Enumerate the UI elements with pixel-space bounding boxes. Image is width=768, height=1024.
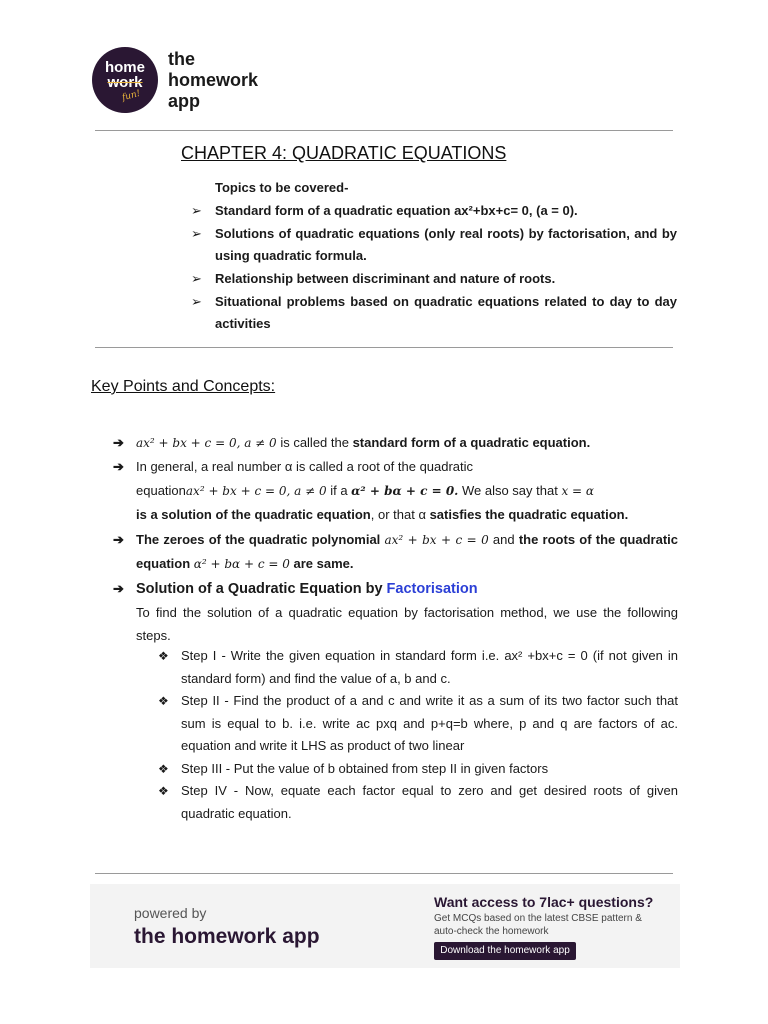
brand-line-3: app <box>168 91 201 111</box>
footer-app-name: the homework app <box>134 925 320 948</box>
arrow-bullet-icon: ➢ <box>191 271 202 286</box>
factorisation-link[interactable]: Factorisation <box>386 581 478 597</box>
arrow-bullet-icon: ➢ <box>191 203 202 218</box>
list-item: ❖ Step I - Write the given equation in standard form i.e. ax² +bx+c = 0 (if not given in standard form) and find the value of a, b and c. <box>158 645 678 690</box>
logo-line-1: home <box>104 59 145 76</box>
logo-line-3: fun! <box>121 88 142 104</box>
divider-middle <box>95 347 673 348</box>
key-point-3: ➔ The zeroes of the quadratic polynomial ax² + bx + c = 0 and the roots of the quadratic equation α² + bα + c = 0 are same. <box>113 528 678 576</box>
list-item: ➢ Standard form of a quadratic equation ax²+bx+c= 0, (a = 0). <box>191 200 677 222</box>
logo-line-2: work <box>107 74 143 91</box>
arrow-bullet-icon: ➢ <box>191 226 202 241</box>
topics-heading: Topics to be covered- <box>215 180 349 195</box>
arrow-icon: ➔ <box>113 532 124 547</box>
chapter-title: CHAPTER 4: QUADRATIC EQUATIONS <box>181 143 507 163</box>
download-app-button[interactable]: Download the homework app <box>434 942 576 960</box>
topics-list <box>191 200 677 336</box>
divider-top <box>95 130 673 131</box>
brand-line-1: the <box>168 49 195 69</box>
list-item: ❖ Step III - Put the value of b obtained from step II in given factors <box>158 758 678 781</box>
want-access-heading: Want access to 7lac+ questions? <box>434 894 654 910</box>
key-point-4: ➔ Solution of a Quadratic Equation by Factorisation To find the solution of a quadratic equation by factorisation method, we use the following steps. <box>113 577 678 647</box>
key-point-1: ➔ ax² + bx + c = 0, a ≠ 0 is called the standard form of a quadratic equation. <box>113 431 678 455</box>
key-point-2: ➔ In general, a real number α is called a root of the quadratic equationax² + bx + c = 0, a ≠ 0 if a α² + bα + c = 0. We also say that x = α is a solution of the quadratic equation, or that α satisfies the quadratic equation. <box>113 455 678 527</box>
arrow-icon: ➔ <box>113 581 124 596</box>
arrow-icon: ➔ <box>113 435 124 450</box>
diamond-bullet-icon: ❖ <box>158 694 169 708</box>
diamond-bullet-icon: ❖ <box>158 649 169 663</box>
list-item: ❖ Step II - Find the product of a and c and write it as a sum of its two factor such that sum is equal to b. i.e. write ac pxq and p+q=b where, p and q are factors of ac. equation and write it LHS as product of two linear <box>158 690 678 758</box>
list-item: ➢ Relationship between discriminant and nature of roots. <box>191 268 677 290</box>
arrow-icon: ➔ <box>113 459 124 474</box>
get-mcqs-text: Get MCQs based on the latest CBSE pattern & auto-check the homework <box>434 913 642 937</box>
powered-by: powered by <box>134 905 207 921</box>
brand-name <box>168 49 258 112</box>
key-points-heading: Key Points and Concepts: <box>91 378 276 395</box>
logo <box>92 47 158 113</box>
list-item: ➢ Solutions of quadratic equations (only real roots) by factorisation, and by using quadratic formula. <box>191 223 677 267</box>
list-item: ➢ Situational problems based on quadratic equations related to day to day activities <box>191 291 677 335</box>
arrow-bullet-icon: ➢ <box>191 294 202 309</box>
steps-list <box>158 645 678 825</box>
diamond-bullet-icon: ❖ <box>158 784 169 798</box>
brand-line-2: homework <box>168 70 259 90</box>
list-item: ❖ Step IV - Now, equate each factor equal to zero and get desired roots of given quadratic equation. <box>158 780 678 825</box>
divider-bottom <box>95 873 673 874</box>
diamond-bullet-icon: ❖ <box>158 761 169 776</box>
